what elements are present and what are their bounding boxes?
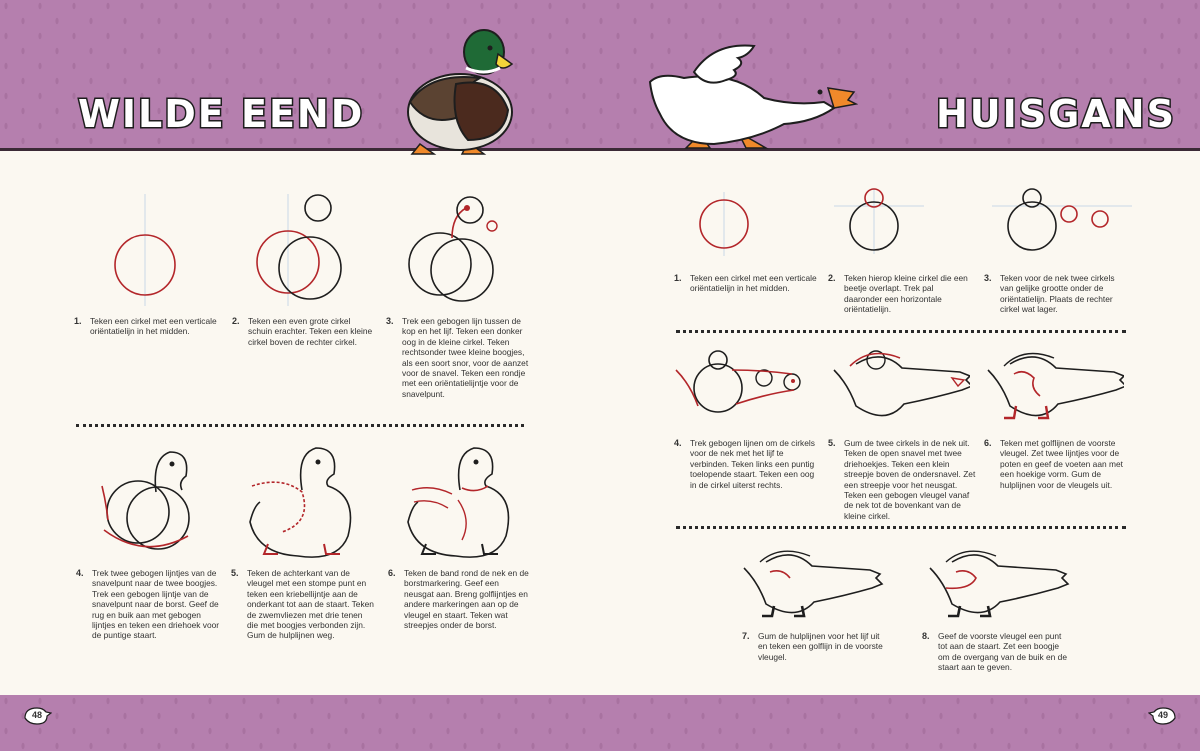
gans-step-7 (742, 631, 886, 662)
gans-step-6-figure (984, 348, 1124, 426)
step-number: 6. (388, 568, 396, 578)
gans-step-3-figure (992, 186, 1132, 258)
step-text: Geef de voorste vleugel een punt tot aan de staart. Zet een boogje om de overgang van de buik en de staart aan te geven. (938, 631, 1067, 673)
dotted-divider (76, 424, 524, 427)
goose-illustration (644, 42, 858, 154)
step-text: Teken een cirkel met een verticale oriëntatielijn in het midden. (90, 316, 217, 337)
dotted-divider (676, 526, 1126, 529)
page-number-right (1148, 704, 1178, 726)
step-text: Trek gebogen lijnen om de cirkels voor de nek met het lijf te verbinden. Teken links een puntig toelopende staart. Teken een oog in de cirkel uiterst rechts. (690, 438, 815, 490)
step-number: 2. (828, 273, 836, 283)
step-text: Teken een cirkel met een verticale oriëntatielijn in het midden. (690, 273, 817, 294)
step-number: 5. (828, 438, 836, 448)
gans-step-1-figure (690, 190, 760, 260)
page-number: 48 (31, 710, 42, 720)
gans-step-7-figure (740, 548, 890, 620)
step-number: 4. (76, 568, 84, 578)
step-text: Teken de band rond de nek en de borstmarkering. Geef een neusgat aan. Breng golflijntjes en andere markeringen aan op de vleugel en staart. Teken wat streepjes onder de borst. (404, 568, 529, 631)
eend-step-5-figure (244, 440, 354, 560)
mallard-illustration (396, 24, 520, 160)
step-number: 8. (922, 631, 930, 641)
footer-band (0, 695, 1200, 751)
step-number: 2. (232, 316, 240, 326)
step-number: 3. (984, 273, 992, 283)
page-title-huisgans: HUISGANS (936, 92, 1176, 136)
eend-step-3-figure (400, 190, 510, 310)
step-text: Trek twee gebogen lijntjes van de snavelpunt naar de twee boogjes. Trek een gebogen lijntje van de snavelpunt naar de borst. Geef de rug en buik aan met gebogen lijntjes en teken een driehoek voor de puntige staart. (92, 568, 220, 641)
page-title-wilde-eend: WILDE EEND (78, 92, 365, 136)
step-text: Teken de achterkant van de vleugel met een stompe punt en teken een kriebellijntje aan de onderkant tot aan de staart. Teken de zwemvliezen met drie tenen die met boogjes verbonden zijn. Gum de hulplijnen weg. (247, 568, 374, 641)
gans-step-4 (674, 438, 818, 490)
eend-step-2 (232, 316, 374, 347)
gans-step-5 (828, 438, 976, 521)
page-number: 49 (1157, 710, 1168, 720)
step-text: Teken hierop kleine cirkel die een beetje overlapt. Trek pal daaronder een horizontale oriëntatielijn. (844, 273, 968, 315)
gans-step-4-figure (672, 348, 812, 426)
dotted-divider (676, 330, 1126, 333)
gans-step-6 (984, 438, 1130, 490)
eend-step-6 (388, 568, 530, 631)
eend-step-4-figure (96, 440, 206, 560)
gans-step-1 (674, 273, 818, 294)
gans-step-2 (828, 273, 972, 315)
gans-step-3 (984, 273, 1128, 315)
eend-step-1 (74, 316, 220, 337)
step-text: Teken een even grote cirkel schuin erachter. Teken een kleine cirkel boven de rechter cirkel. (248, 316, 373, 347)
step-text: Gum de twee cirkels in de nek uit. Teken de open snavel met twee driehoekjes. Teken een klein streepje boven de ondersnavel. Zet een streepje voor het neusgat. Teken een gebogen vleugel vanaf de nek tot de bovenkant van de kleine cirkel. (844, 438, 976, 521)
step-text: Gum de hulplijnen voor het lijf uit en teken een golflijn in de voorste vleugel. (758, 631, 883, 662)
eend-step-4 (76, 568, 220, 641)
step-number: 6. (984, 438, 992, 448)
gans-step-8-figure (926, 548, 1076, 620)
raindrop-pattern (0, 695, 1200, 751)
eend-step-3 (386, 316, 530, 399)
step-number: 7. (742, 631, 750, 641)
eend-step-2-figure (248, 190, 348, 310)
step-number: 1. (674, 273, 682, 283)
gans-step-5-figure (830, 348, 970, 426)
step-number: 4. (674, 438, 682, 448)
step-number: 5. (231, 568, 239, 578)
step-number: 3. (386, 316, 394, 326)
eend-step-6-figure (402, 440, 512, 560)
gans-step-8 (922, 631, 1068, 673)
eend-step-5 (231, 568, 375, 641)
step-text: Trek een gebogen lijn tussen de kop en het lijf. Teken een donker oog in de kleine cirkel. Teken rechtsonder twee kleine boogjes, als een soort snor, voor de aanzet voor de snavel. Teken een rondje met een oriëntatielijntje voor de snavelpunt. (402, 316, 529, 399)
step-number: 1. (74, 316, 82, 326)
gans-step-2-figure (834, 186, 924, 258)
eend-step-1-figure (105, 190, 185, 310)
step-text: Teken met golflijnen de voorste vleugel. Zet twee lijntjes voor de poten en geef de voeten aan met een hoekige vorm. Gum de hulplijnen voor de vleugels uit. (1000, 438, 1123, 490)
step-text: Teken voor de nek twee cirkels van gelijke grootte onder de oriëntatielijn. Plaats de rechter cirkel wat lager. (1000, 273, 1115, 315)
page-number-left (22, 704, 52, 726)
